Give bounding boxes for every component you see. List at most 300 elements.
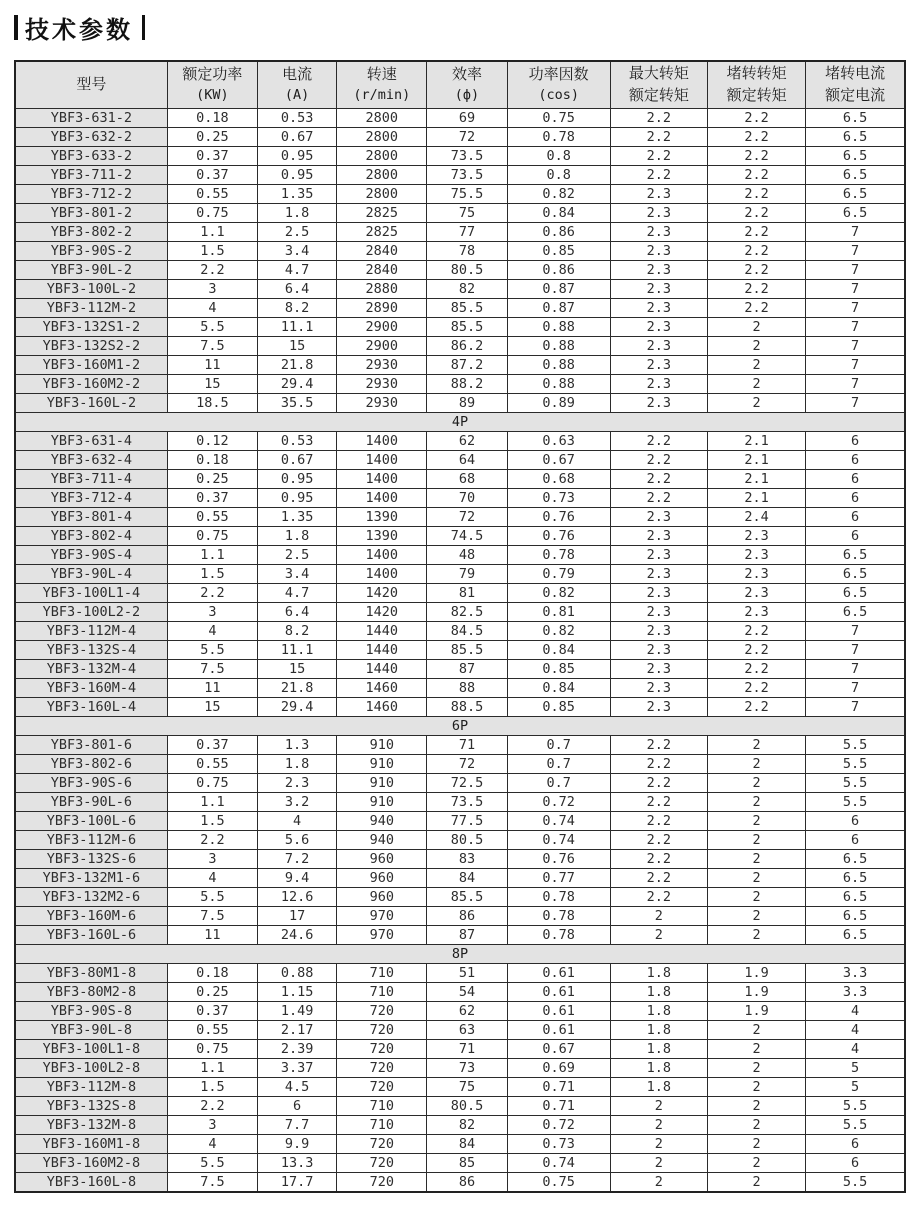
data-cell: 2.2 — [610, 109, 707, 128]
table-row — [15, 1135, 905, 1154]
data-cell: 2.5 — [258, 223, 337, 242]
data-cell: 1.1 — [167, 546, 257, 565]
data-cell: 68 — [427, 470, 507, 489]
data-cell: 970 — [337, 926, 427, 945]
data-cell: 0.74 — [507, 812, 610, 831]
data-cell: 0.85 — [507, 698, 610, 717]
data-cell: 2.2 — [707, 204, 805, 223]
data-cell: 6 — [806, 812, 905, 831]
data-cell: 0.88 — [507, 375, 610, 394]
table-row — [15, 755, 905, 774]
data-cell: 0.87 — [507, 299, 610, 318]
table-row — [15, 318, 905, 337]
data-cell: 5.5 — [806, 774, 905, 793]
data-cell: 1460 — [337, 698, 427, 717]
data-cell: 82 — [427, 1116, 507, 1135]
model-cell: YBF3-633-2 — [15, 147, 167, 166]
data-cell: 0.25 — [167, 470, 257, 489]
model-cell: YBF3-90L-4 — [15, 565, 167, 584]
data-cell: 71 — [427, 1040, 507, 1059]
table-row — [15, 1002, 905, 1021]
data-cell: 7.5 — [167, 1173, 257, 1193]
model-cell: YBF3-711-4 — [15, 470, 167, 489]
data-cell: 940 — [337, 831, 427, 850]
table-row — [15, 451, 905, 470]
data-cell: 3 — [167, 603, 257, 622]
data-cell: 0.75 — [167, 774, 257, 793]
data-cell: 0.7 — [507, 755, 610, 774]
data-cell: 0.67 — [507, 451, 610, 470]
data-cell: 73 — [427, 1059, 507, 1078]
data-cell: 6 — [806, 451, 905, 470]
data-cell: 1440 — [337, 660, 427, 679]
data-cell: 0.12 — [167, 432, 257, 451]
data-cell: 6.5 — [806, 565, 905, 584]
data-cell: 85 — [427, 1154, 507, 1173]
model-cell: YBF3-160L-4 — [15, 698, 167, 717]
model-cell: YBF3-90S-2 — [15, 242, 167, 261]
data-cell: 0.37 — [167, 736, 257, 755]
table-row — [15, 128, 905, 147]
data-cell: 2.2 — [707, 641, 805, 660]
data-cell: 87 — [427, 660, 507, 679]
data-cell: 2.4 — [707, 508, 805, 527]
data-cell: 1.9 — [707, 983, 805, 1002]
data-cell: 2 — [707, 736, 805, 755]
table-row — [15, 470, 905, 489]
data-cell: 2.2 — [707, 223, 805, 242]
data-cell: 0.78 — [507, 546, 610, 565]
data-cell: 1.8 — [258, 755, 337, 774]
data-cell: 7 — [806, 356, 905, 375]
data-cell: 720 — [337, 1002, 427, 1021]
table-row — [15, 907, 905, 926]
data-cell: 2 — [707, 375, 805, 394]
data-cell: 2.2 — [707, 147, 805, 166]
data-cell: 6.5 — [806, 888, 905, 907]
data-cell: 9.4 — [258, 869, 337, 888]
data-cell: 3 — [167, 1116, 257, 1135]
data-cell: 2.3 — [610, 527, 707, 546]
data-cell: 2.2 — [610, 812, 707, 831]
title-left-bar-icon — [14, 15, 18, 40]
data-cell: 72 — [427, 508, 507, 527]
data-cell: 0.72 — [507, 793, 610, 812]
data-cell: 2930 — [337, 356, 427, 375]
data-cell: 4 — [806, 1021, 905, 1040]
model-cell: YBF3-160L-2 — [15, 394, 167, 413]
model-cell: YBF3-90S-4 — [15, 546, 167, 565]
data-cell: 1.8 — [610, 964, 707, 983]
model-cell: YBF3-132S-8 — [15, 1097, 167, 1116]
data-cell: 0.82 — [507, 584, 610, 603]
model-cell: YBF3-100L1-4 — [15, 584, 167, 603]
data-cell: 4 — [167, 1135, 257, 1154]
data-cell: 0.8 — [507, 147, 610, 166]
data-cell: 0.25 — [167, 128, 257, 147]
data-cell: 5.5 — [806, 1097, 905, 1116]
data-cell: 6.5 — [806, 204, 905, 223]
data-cell: 6 — [806, 527, 905, 546]
data-cell: 0.55 — [167, 508, 257, 527]
table-row — [15, 1154, 905, 1173]
title-right-bar-icon — [142, 15, 145, 40]
data-cell: 2880 — [337, 280, 427, 299]
model-cell: YBF3-160M-6 — [15, 907, 167, 926]
data-cell: 3.3 — [806, 983, 905, 1002]
model-cell: YBF3-801-4 — [15, 508, 167, 527]
data-cell: 2.2 — [610, 470, 707, 489]
data-cell: 1.9 — [707, 964, 805, 983]
data-cell: 2.3 — [610, 299, 707, 318]
data-cell: 6.5 — [806, 166, 905, 185]
data-cell: 910 — [337, 755, 427, 774]
data-cell: 11 — [167, 926, 257, 945]
data-cell: 15 — [167, 698, 257, 717]
table-row — [15, 565, 905, 584]
model-cell: YBF3-100L-6 — [15, 812, 167, 831]
data-cell: 7 — [806, 698, 905, 717]
data-cell: 720 — [337, 1173, 427, 1193]
data-cell: 2.2 — [707, 280, 805, 299]
model-cell: YBF3-100L-2 — [15, 280, 167, 299]
data-cell: 2 — [707, 793, 805, 812]
data-cell: 17 — [258, 907, 337, 926]
data-cell: 2.2 — [610, 736, 707, 755]
table-row — [15, 983, 905, 1002]
data-cell: 70 — [427, 489, 507, 508]
data-cell: 1400 — [337, 489, 427, 508]
data-cell: 78 — [427, 242, 507, 261]
data-cell: 1400 — [337, 565, 427, 584]
data-cell: 0.85 — [507, 242, 610, 261]
data-cell: 5.5 — [806, 755, 905, 774]
data-cell: 5.5 — [806, 1173, 905, 1193]
data-cell: 13.3 — [258, 1154, 337, 1173]
data-cell: 2.2 — [610, 793, 707, 812]
data-cell: 71 — [427, 736, 507, 755]
data-cell: 710 — [337, 983, 427, 1002]
data-cell: 1.5 — [167, 1078, 257, 1097]
data-cell: 85.5 — [427, 318, 507, 337]
data-cell: 2.3 — [610, 394, 707, 413]
data-cell: 75 — [427, 204, 507, 223]
data-cell: 0.84 — [507, 641, 610, 660]
model-cell: YBF3-112M-2 — [15, 299, 167, 318]
model-cell: YBF3-801-2 — [15, 204, 167, 223]
data-cell: 2.3 — [610, 565, 707, 584]
data-cell: 0.79 — [507, 565, 610, 584]
data-cell: 2.2 — [707, 261, 805, 280]
data-cell: 0.78 — [507, 926, 610, 945]
data-cell: 2 — [707, 1040, 805, 1059]
data-cell: 62 — [427, 1002, 507, 1021]
table-row — [15, 242, 905, 261]
data-cell: 7 — [806, 318, 905, 337]
column-header: 转速 (r/min) — [337, 61, 427, 109]
data-cell: 2 — [707, 831, 805, 850]
data-cell: 3.4 — [258, 565, 337, 584]
data-cell: 3.4 — [258, 242, 337, 261]
data-cell: 0.88 — [258, 964, 337, 983]
model-cell: YBF3-160M2-8 — [15, 1154, 167, 1173]
data-cell: 0.18 — [167, 109, 257, 128]
data-cell: 4 — [167, 869, 257, 888]
column-header: 型号 — [15, 61, 167, 109]
data-cell: 2800 — [337, 109, 427, 128]
model-cell: YBF3-801-6 — [15, 736, 167, 755]
data-cell: 2.3 — [610, 546, 707, 565]
data-cell: 85.5 — [427, 299, 507, 318]
data-cell: 86 — [427, 907, 507, 926]
data-cell: 87 — [427, 926, 507, 945]
data-cell: 0.84 — [507, 204, 610, 223]
model-cell: YBF3-160M1-2 — [15, 356, 167, 375]
data-cell: 2930 — [337, 375, 427, 394]
data-cell: 1.8 — [610, 1078, 707, 1097]
data-cell: 0.84 — [507, 679, 610, 698]
data-cell: 2 — [707, 318, 805, 337]
data-cell: 0.37 — [167, 147, 257, 166]
data-cell: 7 — [806, 299, 905, 318]
data-cell: 2800 — [337, 185, 427, 204]
data-cell: 0.61 — [507, 1002, 610, 1021]
data-cell: 1.8 — [610, 1021, 707, 1040]
table-row — [15, 223, 905, 242]
data-cell: 15 — [258, 337, 337, 356]
data-cell: 86 — [427, 1173, 507, 1193]
data-cell: 5.5 — [167, 641, 257, 660]
technical-parameters-table — [14, 60, 906, 1193]
data-cell: 11.1 — [258, 318, 337, 337]
data-cell: 1400 — [337, 432, 427, 451]
data-cell: 2.3 — [610, 337, 707, 356]
data-cell: 0.37 — [167, 1002, 257, 1021]
data-cell: 1460 — [337, 679, 427, 698]
data-cell: 74.5 — [427, 527, 507, 546]
data-cell: 0.76 — [507, 850, 610, 869]
data-cell: 2.3 — [610, 375, 707, 394]
data-cell: 6 — [806, 1135, 905, 1154]
data-cell: 79 — [427, 565, 507, 584]
data-cell: 7 — [806, 641, 905, 660]
model-cell: YBF3-132M-4 — [15, 660, 167, 679]
data-cell: 48 — [427, 546, 507, 565]
data-cell: 0.86 — [507, 223, 610, 242]
data-cell: 84.5 — [427, 622, 507, 641]
data-cell: 1.49 — [258, 1002, 337, 1021]
model-cell: YBF3-112M-8 — [15, 1078, 167, 1097]
data-cell: 2 — [610, 1097, 707, 1116]
data-cell: 4.7 — [258, 261, 337, 280]
data-cell: 2 — [707, 337, 805, 356]
table-row — [15, 185, 905, 204]
table-row — [15, 584, 905, 603]
data-cell: 72 — [427, 128, 507, 147]
section-divider-row — [15, 413, 905, 432]
data-cell: 2.3 — [610, 698, 707, 717]
data-cell: 0.74 — [507, 831, 610, 850]
model-cell: YBF3-100L2-2 — [15, 603, 167, 622]
data-cell: 2 — [707, 869, 805, 888]
data-cell: 6.4 — [258, 280, 337, 299]
data-cell: 84 — [427, 869, 507, 888]
data-cell: 1.5 — [167, 242, 257, 261]
data-cell: 2.17 — [258, 1021, 337, 1040]
table-row — [15, 850, 905, 869]
column-header: 最大转矩 额定转矩 — [610, 61, 707, 109]
data-cell: 0.75 — [167, 1040, 257, 1059]
data-cell: 2.2 — [610, 869, 707, 888]
data-cell: 2.1 — [707, 432, 805, 451]
data-cell: 6 — [806, 1154, 905, 1173]
table-row — [15, 508, 905, 527]
data-cell: 1420 — [337, 603, 427, 622]
model-cell: YBF3-132M1-6 — [15, 869, 167, 888]
data-cell: 4 — [258, 812, 337, 831]
data-cell: 0.76 — [507, 508, 610, 527]
data-cell: 0.37 — [167, 166, 257, 185]
data-cell: 7 — [806, 660, 905, 679]
data-cell: 2890 — [337, 299, 427, 318]
data-cell: 0.67 — [258, 451, 337, 470]
data-cell: 1.5 — [167, 812, 257, 831]
data-cell: 6.4 — [258, 603, 337, 622]
data-cell: 6.5 — [806, 128, 905, 147]
data-cell: 73.5 — [427, 166, 507, 185]
data-cell: 5.5 — [806, 736, 905, 755]
data-cell: 6 — [806, 470, 905, 489]
table-header-row — [15, 61, 905, 109]
data-cell: 0.86 — [507, 261, 610, 280]
data-cell: 2.3 — [610, 204, 707, 223]
data-cell: 2 — [707, 1116, 805, 1135]
data-cell: 0.87 — [507, 280, 610, 299]
data-cell: 1.8 — [610, 1002, 707, 1021]
data-cell: 81 — [427, 584, 507, 603]
data-cell: 720 — [337, 1135, 427, 1154]
data-cell: 5.5 — [806, 1116, 905, 1135]
table-row — [15, 1021, 905, 1040]
model-cell: YBF3-631-2 — [15, 109, 167, 128]
table-row — [15, 1078, 905, 1097]
data-cell: 1.15 — [258, 983, 337, 1002]
data-cell: 1.5 — [167, 565, 257, 584]
data-cell: 0.53 — [258, 432, 337, 451]
data-cell: 970 — [337, 907, 427, 926]
data-cell: 82.5 — [427, 603, 507, 622]
data-cell: 80.5 — [427, 1097, 507, 1116]
data-cell: 73.5 — [427, 793, 507, 812]
table-row — [15, 793, 905, 812]
model-cell: YBF3-90L-6 — [15, 793, 167, 812]
data-cell: 1.35 — [258, 508, 337, 527]
data-cell: 2.2 — [707, 109, 805, 128]
data-cell: 73.5 — [427, 147, 507, 166]
data-cell: 2 — [707, 1154, 805, 1173]
model-cell: YBF3-90S-8 — [15, 1002, 167, 1021]
data-cell: 7.7 — [258, 1116, 337, 1135]
section-divider-row — [15, 945, 905, 964]
table-row — [15, 679, 905, 698]
data-cell: 960 — [337, 850, 427, 869]
data-cell: 2840 — [337, 261, 427, 280]
data-cell: 0.75 — [167, 527, 257, 546]
data-cell: 2.3 — [610, 508, 707, 527]
data-cell: 2.39 — [258, 1040, 337, 1059]
data-cell: 0.68 — [507, 470, 610, 489]
data-cell: 0.78 — [507, 128, 610, 147]
data-cell: 24.6 — [258, 926, 337, 945]
data-cell: 3.3 — [806, 964, 905, 983]
data-cell: 54 — [427, 983, 507, 1002]
table-row — [15, 356, 905, 375]
data-cell: 2 — [707, 1097, 805, 1116]
data-cell: 0.88 — [507, 337, 610, 356]
data-cell: 1.35 — [258, 185, 337, 204]
data-cell: 6.5 — [806, 907, 905, 926]
data-cell: 2.2 — [610, 166, 707, 185]
data-cell: 960 — [337, 869, 427, 888]
data-cell: 2.3 — [707, 603, 805, 622]
data-cell: 7 — [806, 394, 905, 413]
data-cell: 2 — [707, 1078, 805, 1097]
data-cell: 0.18 — [167, 964, 257, 983]
data-cell: 1.1 — [167, 223, 257, 242]
data-cell: 77.5 — [427, 812, 507, 831]
data-cell: 77 — [427, 223, 507, 242]
table-row — [15, 527, 905, 546]
table-row — [15, 812, 905, 831]
table-row — [15, 337, 905, 356]
table-body — [15, 109, 905, 1193]
data-cell: 0.61 — [507, 1021, 610, 1040]
data-cell: 2.3 — [610, 185, 707, 204]
data-cell: 2.2 — [610, 451, 707, 470]
model-cell: YBF3-712-2 — [15, 185, 167, 204]
data-cell: 3.2 — [258, 793, 337, 812]
data-cell: 72.5 — [427, 774, 507, 793]
data-cell: 2.3 — [610, 660, 707, 679]
data-cell: 0.75 — [507, 109, 610, 128]
data-cell: 5.5 — [167, 888, 257, 907]
data-cell: 1.8 — [610, 983, 707, 1002]
model-cell: YBF3-712-4 — [15, 489, 167, 508]
data-cell: 2800 — [337, 128, 427, 147]
model-cell: YBF3-100L2-8 — [15, 1059, 167, 1078]
model-cell: YBF3-802-2 — [15, 223, 167, 242]
table-row — [15, 166, 905, 185]
data-cell: 2.3 — [707, 546, 805, 565]
data-cell: 6.5 — [806, 603, 905, 622]
data-cell: 0.53 — [258, 109, 337, 128]
data-cell: 2.2 — [610, 128, 707, 147]
data-cell: 2 — [610, 1154, 707, 1173]
data-cell: 0.75 — [167, 204, 257, 223]
data-cell: 7 — [806, 337, 905, 356]
data-cell: 1.8 — [610, 1040, 707, 1059]
data-cell: 4 — [806, 1040, 905, 1059]
data-cell: 940 — [337, 812, 427, 831]
data-cell: 9.9 — [258, 1135, 337, 1154]
table-row — [15, 831, 905, 850]
model-cell: YBF3-132S-6 — [15, 850, 167, 869]
data-cell: 85.5 — [427, 641, 507, 660]
data-cell: 0.7 — [507, 736, 610, 755]
data-cell: 88 — [427, 679, 507, 698]
data-cell: 2 — [610, 1135, 707, 1154]
model-cell: YBF3-80M1-8 — [15, 964, 167, 983]
